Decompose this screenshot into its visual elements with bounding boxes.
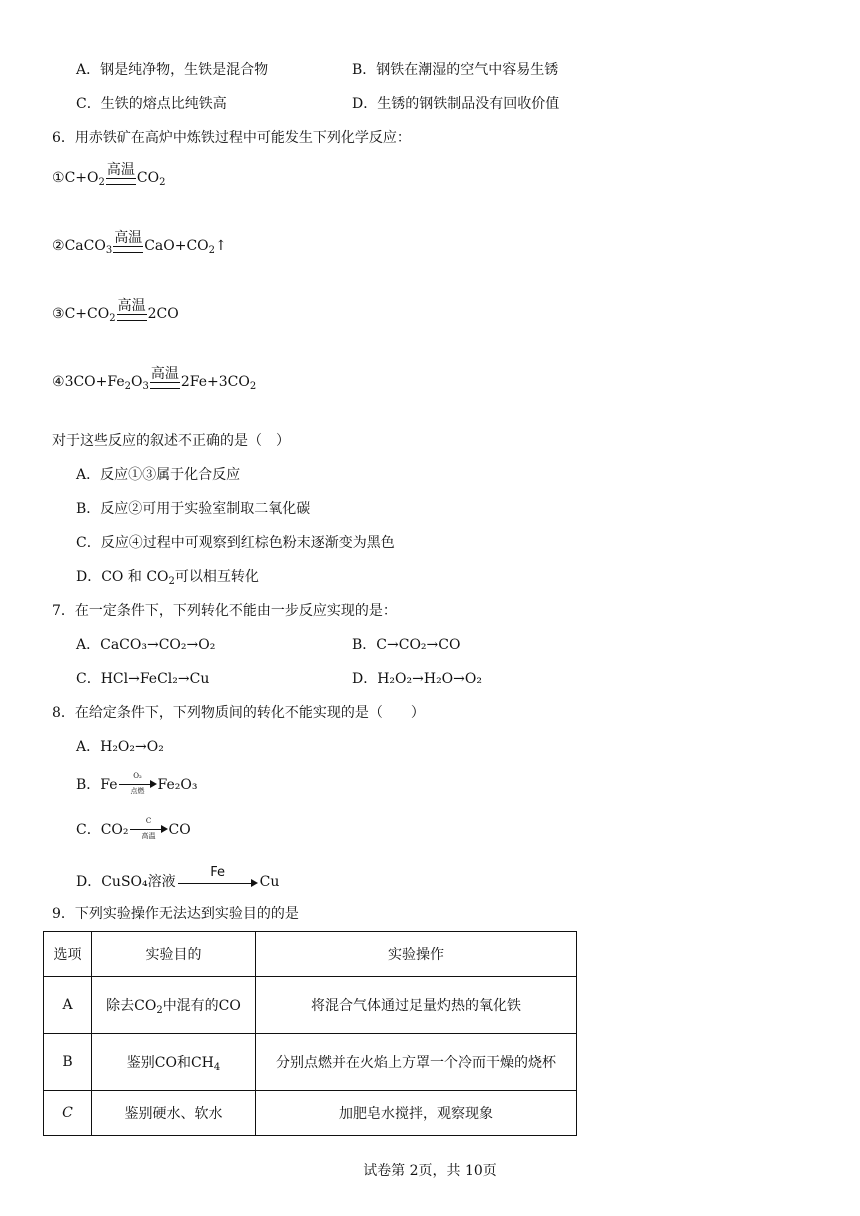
eq4-condition-text: 高温: [150, 366, 179, 382]
q8-b-arrow-bottom: 点燃: [130, 787, 145, 795]
q6-equation-4: [52, 366, 256, 392]
q7-option-c: C．HCl→FeCl₂→Cu: [76, 671, 210, 687]
eq3-number: ③: [52, 306, 65, 322]
eq3-condition: [117, 298, 147, 324]
eq1-lhs-sub: 2: [98, 177, 105, 188]
q5-option-d: D．生锈的钢铁制品没有回收价值: [352, 96, 560, 112]
q8-c-reactant: C．CO₂: [76, 822, 129, 838]
q8-option-a: A．H₂O₂→O₂: [76, 739, 164, 755]
eq3-condition-text: 高温: [117, 298, 146, 314]
row-purpose: [92, 1091, 256, 1136]
eq2-condition: [113, 230, 143, 256]
q8-c-arrow-top: C: [145, 817, 152, 825]
row-option: B: [44, 1034, 92, 1091]
row-operation: 分别点燃并在火焰上方罩一个冷而干燥的烧杯: [256, 1034, 577, 1091]
eq1-rhs: CO: [136, 170, 160, 186]
table-row: [44, 1034, 577, 1091]
table-row: [44, 1091, 577, 1136]
eq4-condition: [150, 366, 180, 392]
q8-d-reaction-arrow: [178, 866, 258, 892]
q7-option-d: D．H₂O₂→H₂O→O₂: [352, 671, 482, 687]
q8-b-reaction-arrow: [119, 772, 157, 795]
q6-option-d: [76, 568, 259, 591]
q8-option-c: [76, 817, 191, 840]
eq3-lhs: C+CO: [64, 306, 110, 322]
eq4-number: ④: [52, 374, 65, 390]
q8-stem: 8．在给定条件下，下列物质间的转化不能实现的是（ ）: [52, 705, 425, 721]
row-purpose-pre: 鉴别CO和CH: [126, 1054, 214, 1071]
q8-c-reaction-arrow: [130, 817, 168, 840]
q8-d-reactant: D．CuSO₄溶液: [76, 874, 176, 890]
eq2-rhs: CaO+CO: [144, 238, 209, 254]
q8-d-product: Cu: [259, 874, 280, 890]
row-purpose: [92, 977, 256, 1034]
q6-question: 对于这些反应的叙述不正确的是（ ）: [52, 433, 290, 449]
q6-option-a: A．反应①③属于化合反应: [76, 467, 241, 483]
q8-c-arrow-line: [130, 829, 163, 830]
q7-option-a: A．CaCO₃→CO₂→O₂: [76, 637, 216, 653]
row-purpose-pre: 鉴别硬水、软水: [124, 1105, 223, 1122]
eq2-rhs-sub: 2: [208, 245, 216, 256]
q5-option-b: B．钢铁在潮湿的空气中容易生锈: [352, 62, 559, 78]
eq4-lhs-sub1: 2: [124, 381, 131, 392]
eq4-equal-sign: [150, 382, 180, 389]
eq4-lhs-sub2: 3: [142, 381, 149, 392]
row-purpose-sub: 4: [213, 1061, 221, 1073]
eq1-condition-text: 高温: [106, 162, 135, 178]
arrow-head-icon: [251, 879, 258, 887]
eq4-rhs: 2Fe+3CO: [180, 374, 250, 390]
eq2-gas-arrow: ↑: [215, 238, 227, 254]
eq2-number: ②: [52, 238, 65, 254]
header-operation: 实验操作: [256, 932, 577, 977]
eq4-lhs: 3CO+Fe: [64, 374, 125, 390]
q8-d-arrow-line: [178, 883, 253, 884]
q9-stem: 9．下列实验操作无法达到实验目的的是: [52, 906, 299, 922]
q8-b-arrow-top: O₂: [133, 772, 142, 780]
table-row: [44, 977, 577, 1034]
q6-option-c: C．反应④过程中可观察到红棕色粉末逐渐变为黑色: [76, 535, 395, 551]
q7-option-b: B．C→CO₂→CO: [352, 637, 461, 653]
eq1-number: ①: [52, 170, 65, 186]
header-option: 选项: [44, 932, 92, 977]
q9-table: [43, 931, 577, 1136]
row-purpose-sub: 2: [156, 1004, 163, 1016]
eq2-condition-text: 高温: [114, 230, 143, 246]
q5-option-a: A．钢是纯净物，生铁是混合物: [76, 62, 269, 78]
row-operation: 将混合气体通过足量灼热的氧化铁: [256, 977, 577, 1034]
row-purpose-post: 中混有的CO: [162, 997, 241, 1014]
q6-equation-2: [52, 230, 227, 256]
q8-b-arrow-line: [119, 784, 152, 785]
q7-stem: 7．在一定条件下，下列转化不能由一步反应实现的是：: [52, 603, 397, 619]
q6-option-d-pre: D．CO 和 CO: [76, 569, 169, 585]
q6-option-d-post: 可以相互转化: [174, 569, 259, 585]
eq2-equal-sign: [113, 246, 143, 253]
q8-d-arrow-top: Fe: [210, 865, 226, 880]
eq4-lhs-b: O: [131, 374, 143, 390]
eq3-lhs-sub: 2: [109, 313, 116, 324]
q8-b-reactant: B．Fe: [76, 777, 118, 793]
q6-option-d-sub: 2: [168, 576, 175, 587]
eq4-rhs-sub: 2: [249, 381, 257, 392]
q6-stem: 6．用赤铁矿在高炉中炼铁过程中可能发生下列化学反应：: [52, 130, 411, 146]
q6-equation-3: [52, 298, 179, 324]
eq1-equal-sign: [106, 178, 136, 185]
header-purpose: 实验目的: [92, 932, 256, 977]
page-footer: 试卷第 2页，共 10页: [363, 1163, 497, 1179]
eq3-rhs: 2CO: [147, 306, 179, 322]
row-option: C: [44, 1091, 92, 1136]
q5-option-c: C．生铁的熔点比纯铁高: [76, 96, 227, 112]
eq1-lhs: C+O: [64, 170, 99, 186]
q8-b-product: Fe₂O₃: [157, 777, 198, 793]
q6-option-b: B．反应②可用于实验室制取二氧化碳: [76, 501, 311, 517]
q8-option-b: [76, 772, 198, 795]
table-header-row: [44, 932, 577, 977]
eq2-lhs: CaCO: [64, 238, 106, 254]
q8-c-arrow-bottom: 高温: [141, 832, 156, 840]
row-operation: 加肥皂水搅拌，观察现象: [256, 1091, 577, 1136]
q8-c-product: CO: [168, 822, 191, 838]
eq3-equal-sign: [117, 314, 147, 321]
q8-option-d: [76, 866, 279, 892]
row-purpose: [92, 1034, 256, 1091]
eq2-lhs-sub: 3: [105, 245, 113, 256]
row-option: A: [44, 977, 92, 1034]
q6-equation-1: [52, 162, 165, 188]
eq1-condition: [106, 162, 136, 188]
row-purpose-pre: 除去CO: [106, 997, 157, 1014]
eq1-rhs-sub: 2: [159, 177, 166, 188]
